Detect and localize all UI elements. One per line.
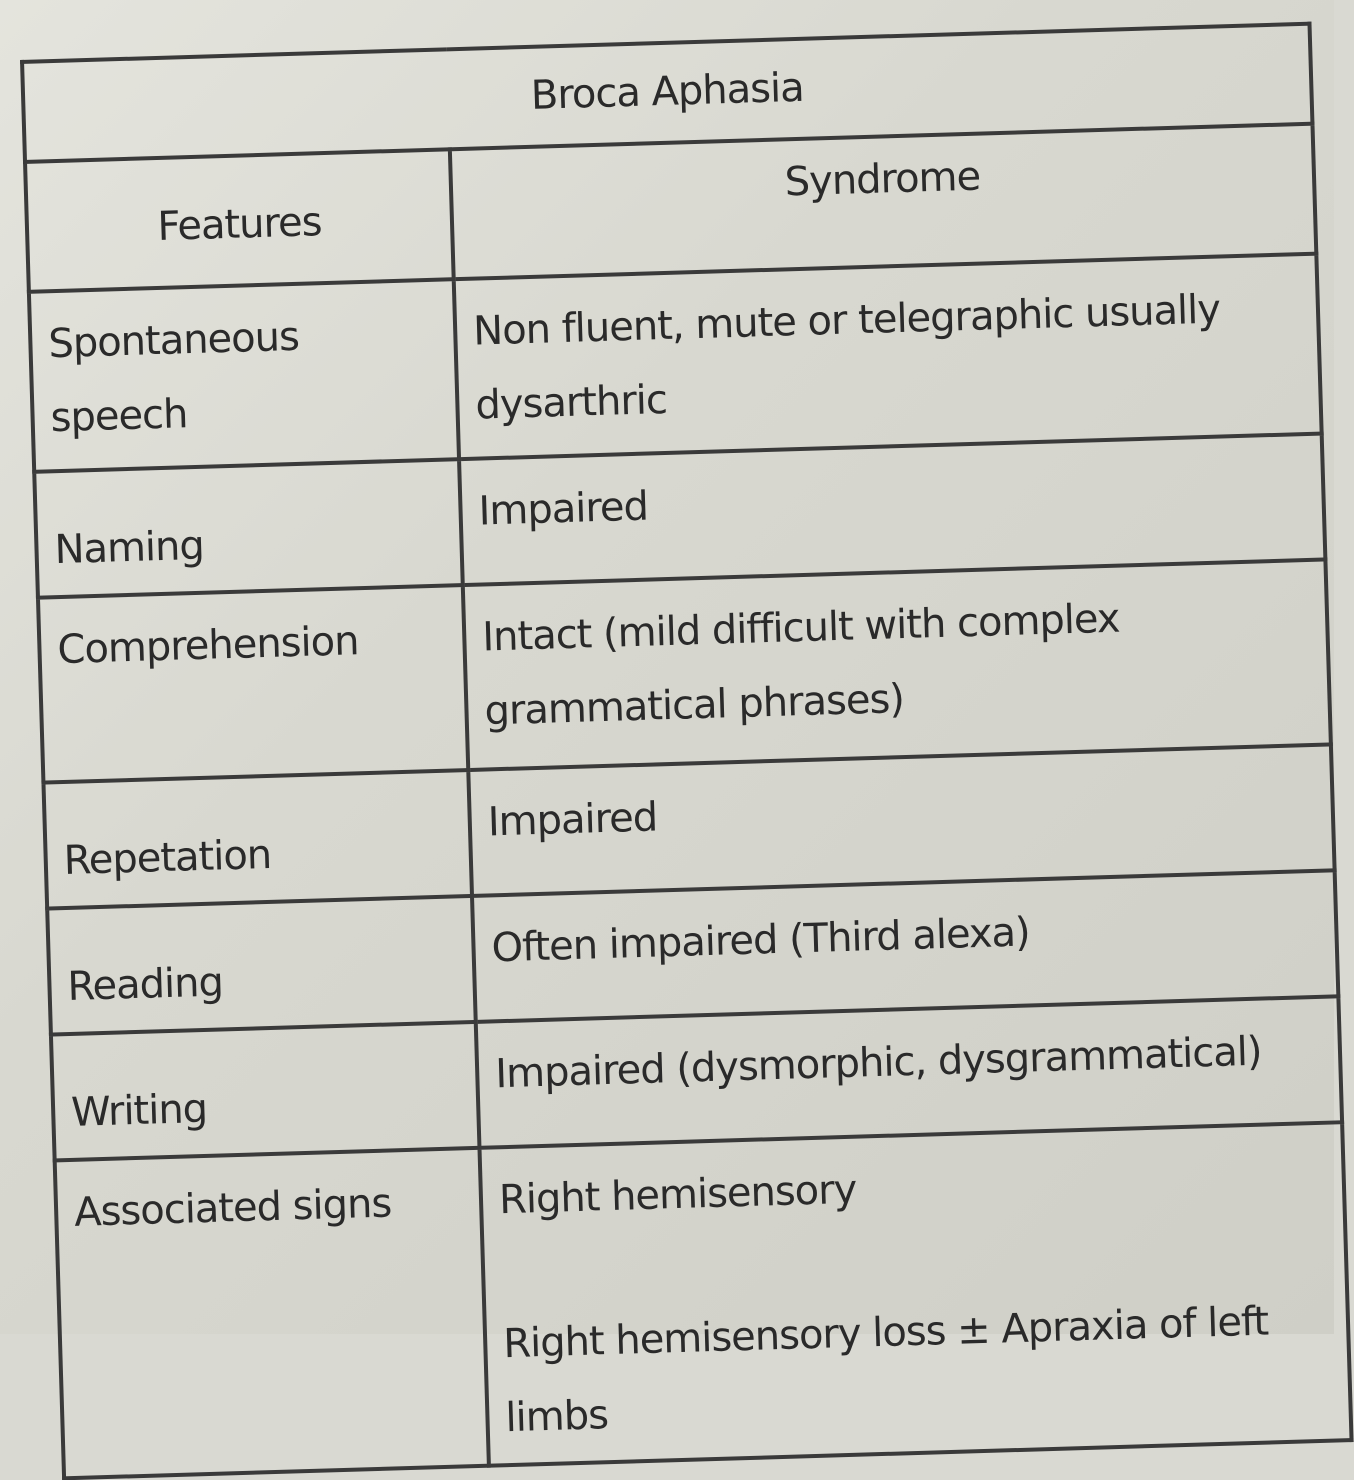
syndrome-cell: Impaired xyxy=(459,434,1325,586)
column-header-features: Features xyxy=(25,149,454,292)
table-row xyxy=(55,1122,1352,1478)
syndrome-cell xyxy=(480,1122,1352,1465)
feature-cell: Naming xyxy=(34,459,463,598)
column-header-syndrome: Syndrome xyxy=(450,124,1316,280)
syndrome-cell: Intact (mild difficult with complex grammatical phrases) xyxy=(463,559,1331,770)
syndrome-cell: Impaired (dysmorphic, dysgrammatical) xyxy=(476,996,1342,1148)
feature-cell: Spontaneous speech xyxy=(29,279,459,472)
syndrome-line-extra: Right hemisensory loss ± Apraxia of left limbs xyxy=(502,1298,1269,1442)
syndrome-cell: Impaired xyxy=(468,744,1334,896)
syndrome-cell: Non fluent, mute or telegraphic usually dysarthric xyxy=(454,254,1322,460)
broca-aphasia-table xyxy=(20,22,1354,1480)
syndrome-cell: Often impaired (Third alexa) xyxy=(472,870,1338,1022)
feature-cell: Associated signs xyxy=(55,1148,489,1478)
feature-cell: Reading xyxy=(47,896,476,1035)
feature-cell: Comprehension xyxy=(38,585,468,783)
feature-cell: Repetation xyxy=(43,770,472,909)
table-title: Broca Aphasia xyxy=(22,24,1312,162)
syndrome-line: Right hemisensory xyxy=(498,1166,857,1224)
feature-cell: Writing xyxy=(51,1022,480,1161)
